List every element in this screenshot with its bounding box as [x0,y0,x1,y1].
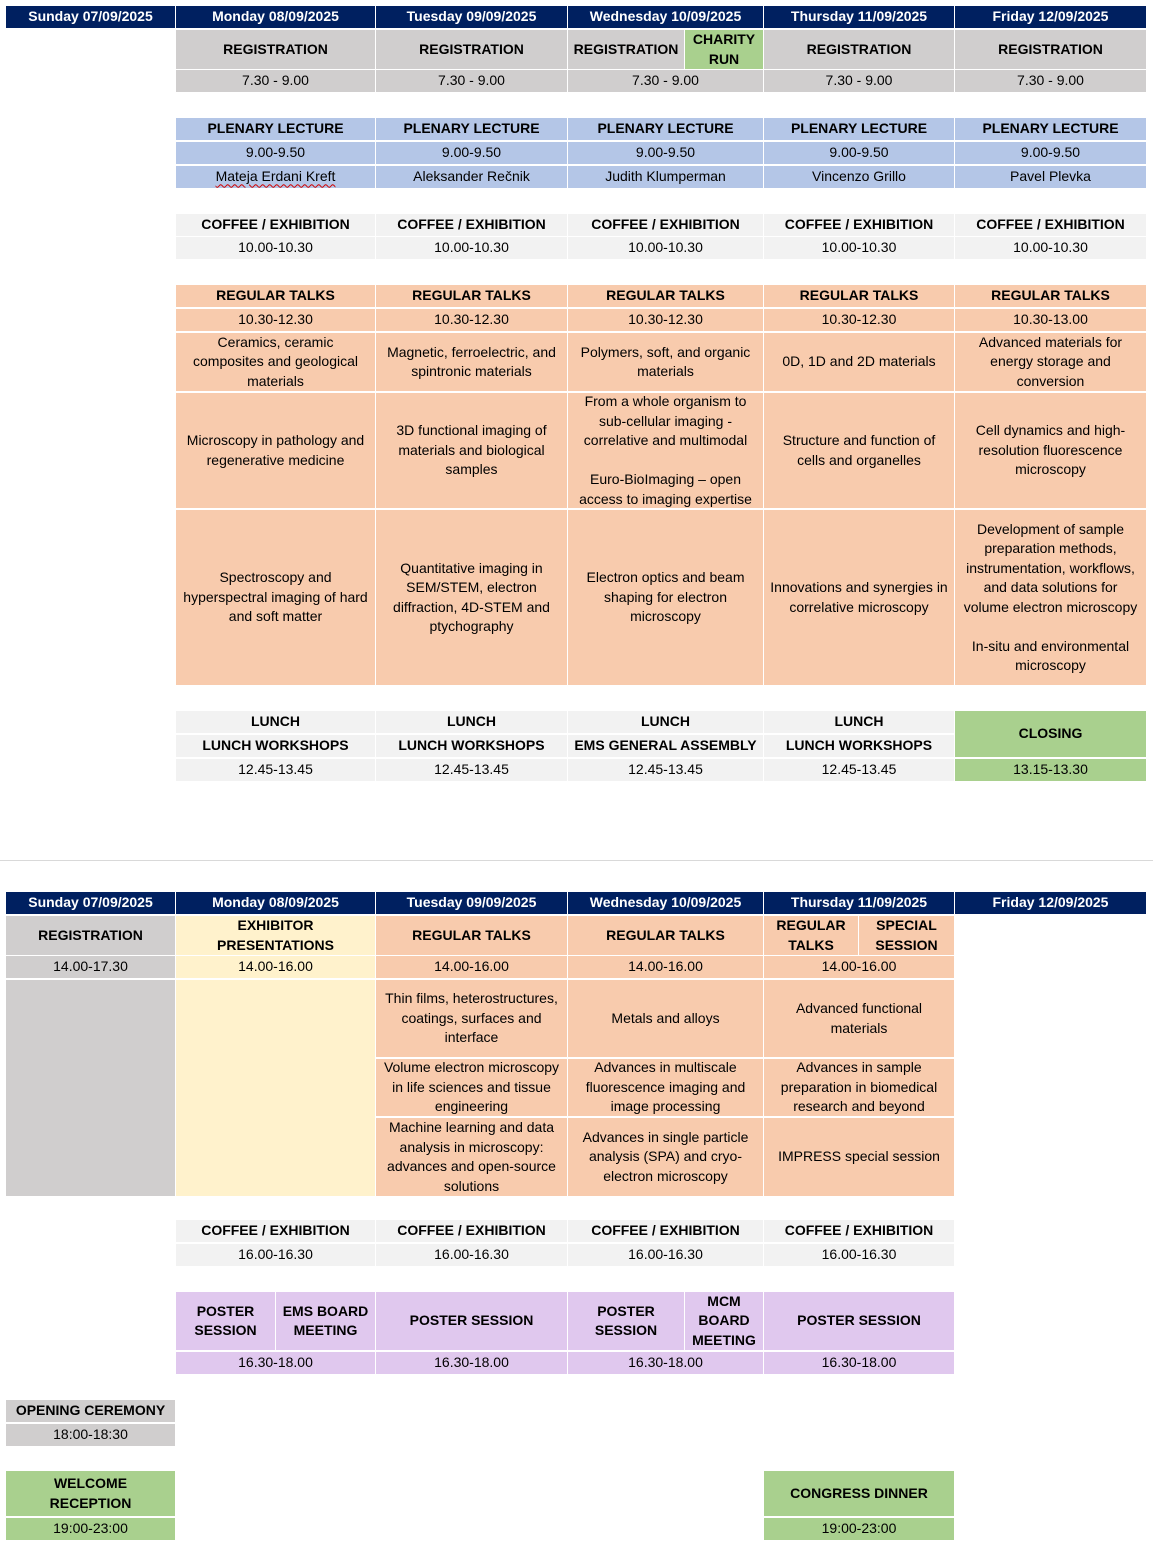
coffee-time: 10.00-10.30 [176,237,375,259]
talks-time: 10.30-12.30 [568,309,763,331]
poster-session-label: POSTER SESSION [176,1292,275,1350]
lunch-time: 12.45-13.45 [376,759,567,781]
closing-time: 13.15-13.30 [955,759,1146,781]
talks-label: REGULAR TALKS [764,285,954,307]
plenary-speaker [568,166,763,188]
registration-label: REGISTRATION [6,916,175,955]
day-header-friday: Friday 12/09/2025 [955,6,1146,28]
talk-topic: Development of sample preparation methods, instrumentation, workflows, and data solutions for volume electron microscopy In-situ and environmental microscopy [955,510,1146,685]
coffee-time: 16.00-16.30 [568,1244,763,1266]
exhibitor-presentations-label: EXHIBITOR PRESENTATIONS [176,916,375,955]
talk-topic: Advances in single particle analysis (SPA) and cryo-electron microscopy [568,1118,763,1196]
lunch-time: 12.45-13.45 [176,759,375,781]
plenary-speaker [764,166,954,188]
talk-topic: Structure and function of cells and organelles [764,393,954,508]
coffee-time: 10.00-10.30 [568,237,763,259]
plenary-label: PLENARY LECTURE [955,118,1146,140]
ems-general-assembly-label: EMS GENERAL ASSEMBLY [568,735,763,757]
plenary-speaker [376,166,567,188]
registration-block [6,980,175,1196]
lunch-label: LUNCH [176,711,375,733]
poster-time: 16.30-18.00 [568,1352,763,1374]
day-header-sunday: Sunday 07/09/2025 [6,6,175,28]
registration-label: REGISTRATION [376,30,567,69]
lunch-label: LUNCH [376,711,567,733]
lunch-time: 12.45-13.45 [764,759,954,781]
welcome-reception-time: 19:00-23:00 [6,1518,175,1540]
coffee-label: COFFEE / EXHIBITION [568,214,763,236]
talks-time: 14.00-16.00 [764,956,954,978]
talk-topic: Metals and alloys [568,980,763,1057]
registration-label: REGISTRATION [568,30,684,69]
talk-topic: Advances in multiscale fluorescence imaging and image processing [568,1059,763,1116]
day-header-monday: Monday 08/09/2025 [176,6,375,28]
talk-topic: 0D, 1D and 2D materials [764,333,954,391]
charity-run-label: CHARITY RUN [685,30,763,69]
coffee-label: COFFEE / EXHIBITION [568,1220,763,1242]
plenary-time: 9.00-9.50 [568,142,763,164]
welcome-reception-label: WELCOME RECEPTION [6,1471,175,1516]
poster-session-label: POSTER SESSION [376,1292,567,1350]
poster-session-label: POSTER SESSION [568,1292,684,1350]
plenary-label: PLENARY LECTURE [176,118,375,140]
talk-topic: IMPRESS special session [764,1118,954,1196]
plenary-speaker-name: Aleksander Rečnik [413,168,530,185]
talks-label: REGULAR TALKS [176,285,375,307]
coffee-time: 16.00-16.30 [764,1244,954,1266]
plenary-time: 9.00-9.50 [376,142,567,164]
day-header-wednesday: Wednesday 10/09/2025 [568,892,763,914]
talk-topic: Volume electron microscopy in life sciences and tissue engineering [376,1059,567,1116]
day-header-tuesday: Tuesday 09/09/2025 [376,6,567,28]
registration-time: 7.30 - 9.00 [376,70,567,92]
plenary-speaker-name: Pavel Plevka [1010,168,1091,185]
talk-topic: Cell dynamics and high-resolution fluorescence microscopy [955,393,1146,508]
coffee-time: 10.00-10.30 [764,237,954,259]
talk-topic: Advanced materials for energy storage and conversion [955,333,1146,391]
day-header-wednesday: Wednesday 10/09/2025 [568,6,763,28]
coffee-label: COFFEE / EXHIBITION [176,214,375,236]
talk-topic: Machine learning and data analysis in microscopy: advances and open-source solutions [376,1118,567,1196]
talk-topic: Microscopy in pathology and regenerative medicine [176,393,375,508]
mcm-board-meeting-label: MCM BOARD MEETING [685,1292,763,1350]
registration-time: 7.30 - 9.00 [955,70,1146,92]
talk-topic: Advances in sample preparation in biomedical research and beyond [764,1059,954,1116]
registration-label: REGISTRATION [176,30,375,69]
coffee-time: 10.00-10.30 [376,237,567,259]
talks-time: 14.00-16.00 [568,956,763,978]
special-session-label: SPECIAL SESSION [859,916,954,955]
talks-label: REGULAR TALKS [376,285,567,307]
day-header-thursday: Thursday 11/09/2025 [764,892,954,914]
ems-board-meeting-label: EMS BOARD MEETING [276,1292,375,1350]
plenary-speaker-name: Judith Klumperman [605,168,726,185]
coffee-label: COFFEE / EXHIBITION [176,1220,375,1242]
talks-time: 10.30-12.30 [764,309,954,331]
talk-topic: Polymers, soft, and organic materials [568,333,763,391]
talk-topic: Thin films, heterostructures, coatings, surfaces and interface [376,980,567,1057]
poster-time: 16.30-18.00 [376,1352,567,1374]
talk-topic: From a whole organism to sub-cellular imaging - correlative and multimodal Euro-BioImaging – open access to imaging expertise [568,393,763,508]
exhibitor-time: 14.00-16.00 [176,956,375,978]
poster-time: 16.30-18.00 [764,1352,954,1374]
plenary-time: 9.00-9.50 [955,142,1146,164]
opening-ceremony-label: OPENING CEREMONY [6,1400,175,1422]
talks-label: REGULAR TALKS [568,285,763,307]
coffee-time: 10.00-10.30 [955,237,1146,259]
lunch-label: LUNCH [568,711,763,733]
coffee-label: COFFEE / EXHIBITION [764,214,954,236]
lunch-workshops-label: LUNCH WORKSHOPS [376,735,567,757]
talks-time: 10.30-12.30 [176,309,375,331]
registration-time: 7.30 - 9.00 [176,70,375,92]
lunch-workshops-label: LUNCH WORKSHOPS [176,735,375,757]
day-header-monday: Monday 08/09/2025 [176,892,375,914]
talks-time: 14.00-16.00 [376,956,567,978]
closing-label: CLOSING [955,711,1146,757]
talk-topic: Advanced functional materials [764,980,954,1057]
lunch-label: LUNCH [764,711,954,733]
plenary-speaker-name: Vincenzo Grillo [812,168,906,185]
coffee-time: 16.00-16.30 [376,1244,567,1266]
lunch-time: 12.45-13.45 [568,759,763,781]
talk-topic: Ceramics, ceramic composites and geological materials [176,333,375,391]
registration-time: 7.30 - 9.00 [764,70,954,92]
registration-time: 7.30 - 9.00 [568,70,763,92]
registration-label: REGISTRATION [955,30,1146,69]
poster-time: 16.30-18.00 [176,1352,375,1374]
coffee-label: COFFEE / EXHIBITION [764,1220,954,1242]
section-divider [0,860,1153,861]
day-header-friday: Friday 12/09/2025 [955,892,1146,914]
talk-topic: 3D functional imaging of materials and biological samples [376,393,567,508]
plenary-time: 9.00-9.50 [764,142,954,164]
coffee-label: COFFEE / EXHIBITION [376,214,567,236]
congress-dinner-time: 19:00-23:00 [764,1518,954,1540]
opening-ceremony-time: 18:00-18:30 [6,1424,175,1446]
exhibitor-block [176,980,375,1196]
poster-session-label: POSTER SESSION [764,1292,954,1350]
talk-topic: Quantitative imaging in SEM/STEM, electron diffraction, 4D-STEM and ptychography [376,510,567,685]
congress-dinner-label: CONGRESS DINNER [764,1471,954,1516]
plenary-label: PLENARY LECTURE [568,118,763,140]
day-header-thursday: Thursday 11/09/2025 [764,6,954,28]
talks-label: REGULAR TALKS [955,285,1146,307]
regular-talks-short-label: REGULAR TALKS [764,916,858,955]
registration-label: REGISTRATION [764,30,954,69]
plenary-speaker [176,166,375,188]
day-header-sunday: Sunday 07/09/2025 [6,892,175,914]
talks-time: 10.30-12.30 [376,309,567,331]
coffee-label: COFFEE / EXHIBITION [955,214,1146,236]
talks-time: 10.30-13.00 [955,309,1146,331]
plenary-speaker [955,166,1146,188]
registration-time: 14.00-17.30 [6,956,175,978]
plenary-speaker-name: Mateja Erdani Kreft [215,168,336,185]
talk-topic: Spectroscopy and hyperspectral imaging of hard and soft matter [176,510,375,685]
talk-topic: Magnetic, ferroelectric, and spintronic materials [376,333,567,391]
talk-topic: Electron optics and beam shaping for electron microscopy [568,510,763,685]
plenary-time: 9.00-9.50 [176,142,375,164]
day-header-tuesday: Tuesday 09/09/2025 [376,892,567,914]
talks-label: REGULAR TALKS [376,916,567,955]
talk-topic: Innovations and synergies in correlative microscopy [764,510,954,685]
plenary-label: PLENARY LECTURE [764,118,954,140]
lunch-workshops-label: LUNCH WORKSHOPS [764,735,954,757]
talks-label: REGULAR TALKS [568,916,763,955]
coffee-time: 16.00-16.30 [176,1244,375,1266]
coffee-label: COFFEE / EXHIBITION [376,1220,567,1242]
plenary-label: PLENARY LECTURE [376,118,567,140]
